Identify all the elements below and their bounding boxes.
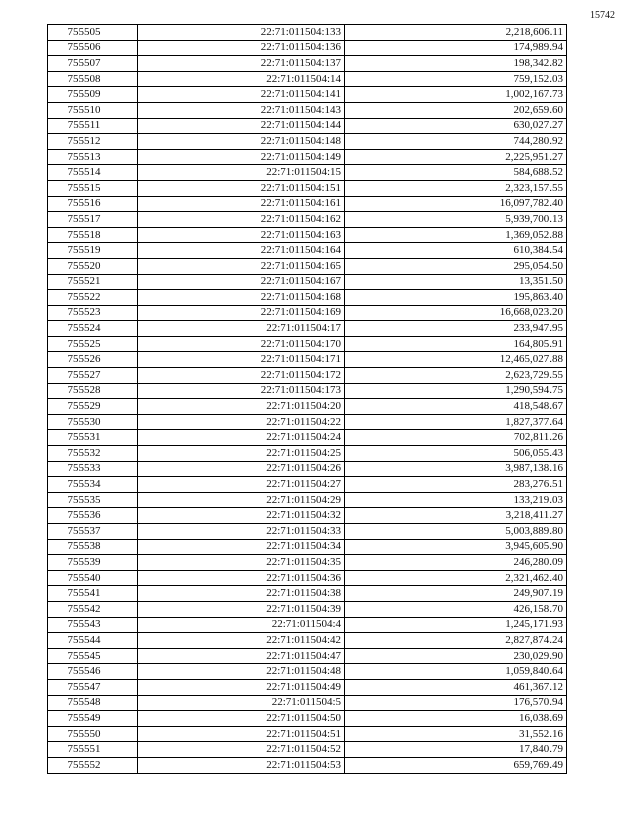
row-id-cell: 755522 xyxy=(48,290,138,306)
cadastral-number-cell: 22:71:011504:143 xyxy=(138,102,345,118)
cadastral-number-cell: 22:71:011504:33 xyxy=(138,524,345,540)
row-id-cell: 755515 xyxy=(48,180,138,196)
amount-cell: 630,027.27 xyxy=(345,118,567,134)
amount-cell: 246,280.09 xyxy=(345,555,567,571)
row-id-cell: 755535 xyxy=(48,492,138,508)
table-row xyxy=(48,664,567,680)
row-id-cell: 755532 xyxy=(48,446,138,462)
amount-cell: 5,003,889.80 xyxy=(345,524,567,540)
amount-cell: 744,280.92 xyxy=(345,134,567,150)
cadastral-number-cell: 22:71:011504:162 xyxy=(138,212,345,228)
table-row xyxy=(48,617,567,633)
cadastral-number-cell: 22:71:011504:25 xyxy=(138,446,345,462)
amount-cell: 198,342.82 xyxy=(345,56,567,72)
table-row xyxy=(48,196,567,212)
table-row xyxy=(48,633,567,649)
cadastral-number-cell: 22:71:011504:170 xyxy=(138,336,345,352)
table-row xyxy=(48,414,567,430)
amount-cell: 584,688.52 xyxy=(345,165,567,181)
cadastral-number-cell: 22:71:011504:38 xyxy=(138,586,345,602)
cadastral-number-cell: 22:71:011504:20 xyxy=(138,399,345,415)
row-id-cell: 755514 xyxy=(48,165,138,181)
table-row xyxy=(48,321,567,337)
cadastral-number-cell: 22:71:011504:47 xyxy=(138,648,345,664)
table-row xyxy=(48,71,567,87)
row-id-cell: 755531 xyxy=(48,430,138,446)
amount-cell: 1,827,377.64 xyxy=(345,414,567,430)
amount-cell: 174,989.94 xyxy=(345,40,567,56)
cadastral-number-cell: 22:71:011504:51 xyxy=(138,726,345,742)
amount-cell: 164,805.91 xyxy=(345,336,567,352)
cadastral-number-cell: 22:71:011504:29 xyxy=(138,492,345,508)
table-row xyxy=(48,212,567,228)
cadastral-number-cell: 22:71:011504:151 xyxy=(138,180,345,196)
cadastral-number-cell: 22:71:011504:165 xyxy=(138,258,345,274)
row-id-cell: 755527 xyxy=(48,368,138,384)
table-row xyxy=(48,477,567,493)
cadastral-number-cell: 22:71:011504:26 xyxy=(138,461,345,477)
amount-cell: 2,218,606.11 xyxy=(345,25,567,41)
amount-cell: 283,276.51 xyxy=(345,477,567,493)
table-row xyxy=(48,134,567,150)
row-id-cell: 755510 xyxy=(48,102,138,118)
cadastral-number-cell: 22:71:011504:39 xyxy=(138,601,345,617)
row-id-cell: 755506 xyxy=(48,40,138,56)
amount-cell: 759,152.03 xyxy=(345,71,567,87)
amount-cell: 610,384.54 xyxy=(345,243,567,259)
table-row xyxy=(48,679,567,695)
row-id-cell: 755517 xyxy=(48,212,138,228)
row-id-cell: 755528 xyxy=(48,383,138,399)
amount-cell: 176,570.94 xyxy=(345,695,567,711)
cadastral-number-cell: 22:71:011504:144 xyxy=(138,118,345,134)
amount-cell: 202,659.60 xyxy=(345,102,567,118)
cadastral-number-cell: 22:71:011504:141 xyxy=(138,87,345,103)
table-row xyxy=(48,508,567,524)
row-id-cell: 755543 xyxy=(48,617,138,633)
cadastral-number-cell: 22:71:011504:172 xyxy=(138,368,345,384)
cadastral-number-cell: 22:71:011504:36 xyxy=(138,570,345,586)
table-row xyxy=(48,524,567,540)
row-id-cell: 755523 xyxy=(48,305,138,321)
row-id-cell: 755540 xyxy=(48,570,138,586)
row-id-cell: 755552 xyxy=(48,757,138,773)
table-row xyxy=(48,118,567,134)
row-id-cell: 755536 xyxy=(48,508,138,524)
cadastral-number-cell: 22:71:011504:35 xyxy=(138,555,345,571)
row-id-cell: 755530 xyxy=(48,414,138,430)
row-id-cell: 755520 xyxy=(48,258,138,274)
table-row xyxy=(48,336,567,352)
cadastral-number-cell: 22:71:011504:22 xyxy=(138,414,345,430)
data-table-container xyxy=(47,24,566,774)
table-row xyxy=(48,180,567,196)
table-row xyxy=(48,570,567,586)
cadastral-number-cell: 22:71:011504:50 xyxy=(138,711,345,727)
table-row xyxy=(48,726,567,742)
row-id-cell: 755505 xyxy=(48,25,138,41)
amount-cell: 426,158.70 xyxy=(345,601,567,617)
table-row xyxy=(48,742,567,758)
row-id-cell: 755516 xyxy=(48,196,138,212)
table-row xyxy=(48,555,567,571)
cadastral-number-cell: 22:71:011504:32 xyxy=(138,508,345,524)
amount-cell: 3,218,411.27 xyxy=(345,508,567,524)
row-id-cell: 755548 xyxy=(48,695,138,711)
amount-cell: 13,351.50 xyxy=(345,274,567,290)
table-row xyxy=(48,227,567,243)
row-id-cell: 755509 xyxy=(48,87,138,103)
row-id-cell: 755539 xyxy=(48,555,138,571)
row-id-cell: 755541 xyxy=(48,586,138,602)
amount-cell: 5,939,700.13 xyxy=(345,212,567,228)
row-id-cell: 755533 xyxy=(48,461,138,477)
cadastral-number-cell: 22:71:011504:27 xyxy=(138,477,345,493)
cadastral-number-cell: 22:71:011504:136 xyxy=(138,40,345,56)
amount-cell: 3,945,605.90 xyxy=(345,539,567,555)
amount-cell: 195,863.40 xyxy=(345,290,567,306)
row-id-cell: 755534 xyxy=(48,477,138,493)
cadastral-number-cell: 22:71:011504:49 xyxy=(138,679,345,695)
row-id-cell: 755526 xyxy=(48,352,138,368)
cadastral-number-cell: 22:71:011504:14 xyxy=(138,71,345,87)
table-row xyxy=(48,368,567,384)
cadastral-number-cell: 22:71:011504:137 xyxy=(138,56,345,72)
amount-cell: 133,219.03 xyxy=(345,492,567,508)
amount-cell: 506,055.43 xyxy=(345,446,567,462)
table-row xyxy=(48,274,567,290)
cadastral-number-cell: 22:71:011504:168 xyxy=(138,290,345,306)
row-id-cell: 755538 xyxy=(48,539,138,555)
cadastral-number-cell: 22:71:011504:5 xyxy=(138,695,345,711)
amount-cell: 2,623,729.55 xyxy=(345,368,567,384)
row-id-cell: 755512 xyxy=(48,134,138,150)
table-body xyxy=(48,25,567,774)
amount-cell: 2,225,951.27 xyxy=(345,149,567,165)
table-row xyxy=(48,149,567,165)
cadastral-number-cell: 22:71:011504:34 xyxy=(138,539,345,555)
amount-cell: 17,840.79 xyxy=(345,742,567,758)
row-id-cell: 755551 xyxy=(48,742,138,758)
cadastral-number-cell: 22:71:011504:161 xyxy=(138,196,345,212)
row-id-cell: 755537 xyxy=(48,524,138,540)
row-id-cell: 755544 xyxy=(48,633,138,649)
table-row xyxy=(48,352,567,368)
row-id-cell: 755547 xyxy=(48,679,138,695)
cadastral-number-cell: 22:71:011504:148 xyxy=(138,134,345,150)
cadastral-number-cell: 22:71:011504:173 xyxy=(138,383,345,399)
amount-cell: 418,548.67 xyxy=(345,399,567,415)
amount-cell: 1,059,840.64 xyxy=(345,664,567,680)
amount-cell: 659,769.49 xyxy=(345,757,567,773)
amount-cell: 230,029.90 xyxy=(345,648,567,664)
cadastral-number-cell: 22:71:011504:17 xyxy=(138,321,345,337)
cadastral-number-cell: 22:71:011504:42 xyxy=(138,633,345,649)
cadastral-number-cell: 22:71:011504:164 xyxy=(138,243,345,259)
cadastral-number-cell: 22:71:011504:169 xyxy=(138,305,345,321)
row-id-cell: 755508 xyxy=(48,71,138,87)
amount-cell: 16,038.69 xyxy=(345,711,567,727)
table-row xyxy=(48,446,567,462)
page-number: 15742 xyxy=(590,10,615,21)
table-row xyxy=(48,461,567,477)
row-id-cell: 755513 xyxy=(48,149,138,165)
table-row xyxy=(48,711,567,727)
cadastral-number-cell: 22:71:011504:15 xyxy=(138,165,345,181)
amount-cell: 2,321,462.40 xyxy=(345,570,567,586)
amount-cell: 295,054.50 xyxy=(345,258,567,274)
amount-cell: 16,097,782.40 xyxy=(345,196,567,212)
table-row xyxy=(48,601,567,617)
amount-cell: 461,367.12 xyxy=(345,679,567,695)
cadastral-number-cell: 22:71:011504:163 xyxy=(138,227,345,243)
amount-cell: 1,290,594.75 xyxy=(345,383,567,399)
row-id-cell: 755518 xyxy=(48,227,138,243)
row-id-cell: 755542 xyxy=(48,601,138,617)
row-id-cell: 755521 xyxy=(48,274,138,290)
table-row xyxy=(48,430,567,446)
table-row xyxy=(48,492,567,508)
row-id-cell: 755524 xyxy=(48,321,138,337)
cadastral-number-cell: 22:71:011504:4 xyxy=(138,617,345,633)
row-id-cell: 755529 xyxy=(48,399,138,415)
table-row xyxy=(48,56,567,72)
table-row xyxy=(48,383,567,399)
row-id-cell: 755525 xyxy=(48,336,138,352)
amount-cell: 2,323,157.55 xyxy=(345,180,567,196)
table-row xyxy=(48,305,567,321)
table-row xyxy=(48,586,567,602)
amount-cell: 16,668,023.20 xyxy=(345,305,567,321)
table-row xyxy=(48,539,567,555)
amount-cell: 31,552.16 xyxy=(345,726,567,742)
amount-cell: 702,811.26 xyxy=(345,430,567,446)
cadastral-number-cell: 22:71:011504:171 xyxy=(138,352,345,368)
amount-cell: 233,947.95 xyxy=(345,321,567,337)
row-id-cell: 755507 xyxy=(48,56,138,72)
row-id-cell: 755519 xyxy=(48,243,138,259)
amount-cell: 1,245,171.93 xyxy=(345,617,567,633)
cadastral-number-cell: 22:71:011504:167 xyxy=(138,274,345,290)
row-id-cell: 755546 xyxy=(48,664,138,680)
table-row xyxy=(48,757,567,773)
amount-cell: 3,987,138.16 xyxy=(345,461,567,477)
table-row xyxy=(48,258,567,274)
amount-cell: 2,827,874.24 xyxy=(345,633,567,649)
amount-cell: 249,907.19 xyxy=(345,586,567,602)
table-row xyxy=(48,25,567,41)
table-row xyxy=(48,648,567,664)
cadastral-number-cell: 22:71:011504:52 xyxy=(138,742,345,758)
amount-cell: 1,002,167.73 xyxy=(345,87,567,103)
cadastral-number-cell: 22:71:011504:24 xyxy=(138,430,345,446)
row-id-cell: 755549 xyxy=(48,711,138,727)
table-row xyxy=(48,165,567,181)
amount-cell: 12,465,027.88 xyxy=(345,352,567,368)
row-id-cell: 755511 xyxy=(48,118,138,134)
table-row xyxy=(48,243,567,259)
table-row xyxy=(48,102,567,118)
cadastral-number-cell: 22:71:011504:48 xyxy=(138,664,345,680)
row-id-cell: 755550 xyxy=(48,726,138,742)
amount-cell: 1,369,052.88 xyxy=(345,227,567,243)
cadastral-number-cell: 22:71:011504:53 xyxy=(138,757,345,773)
cadastral-number-cell: 22:71:011504:133 xyxy=(138,25,345,41)
cadastral-number-cell: 22:71:011504:149 xyxy=(138,149,345,165)
table-row xyxy=(48,399,567,415)
table-row xyxy=(48,40,567,56)
data-table xyxy=(47,24,567,774)
table-row xyxy=(48,87,567,103)
row-id-cell: 755545 xyxy=(48,648,138,664)
table-row xyxy=(48,695,567,711)
table-row xyxy=(48,290,567,306)
